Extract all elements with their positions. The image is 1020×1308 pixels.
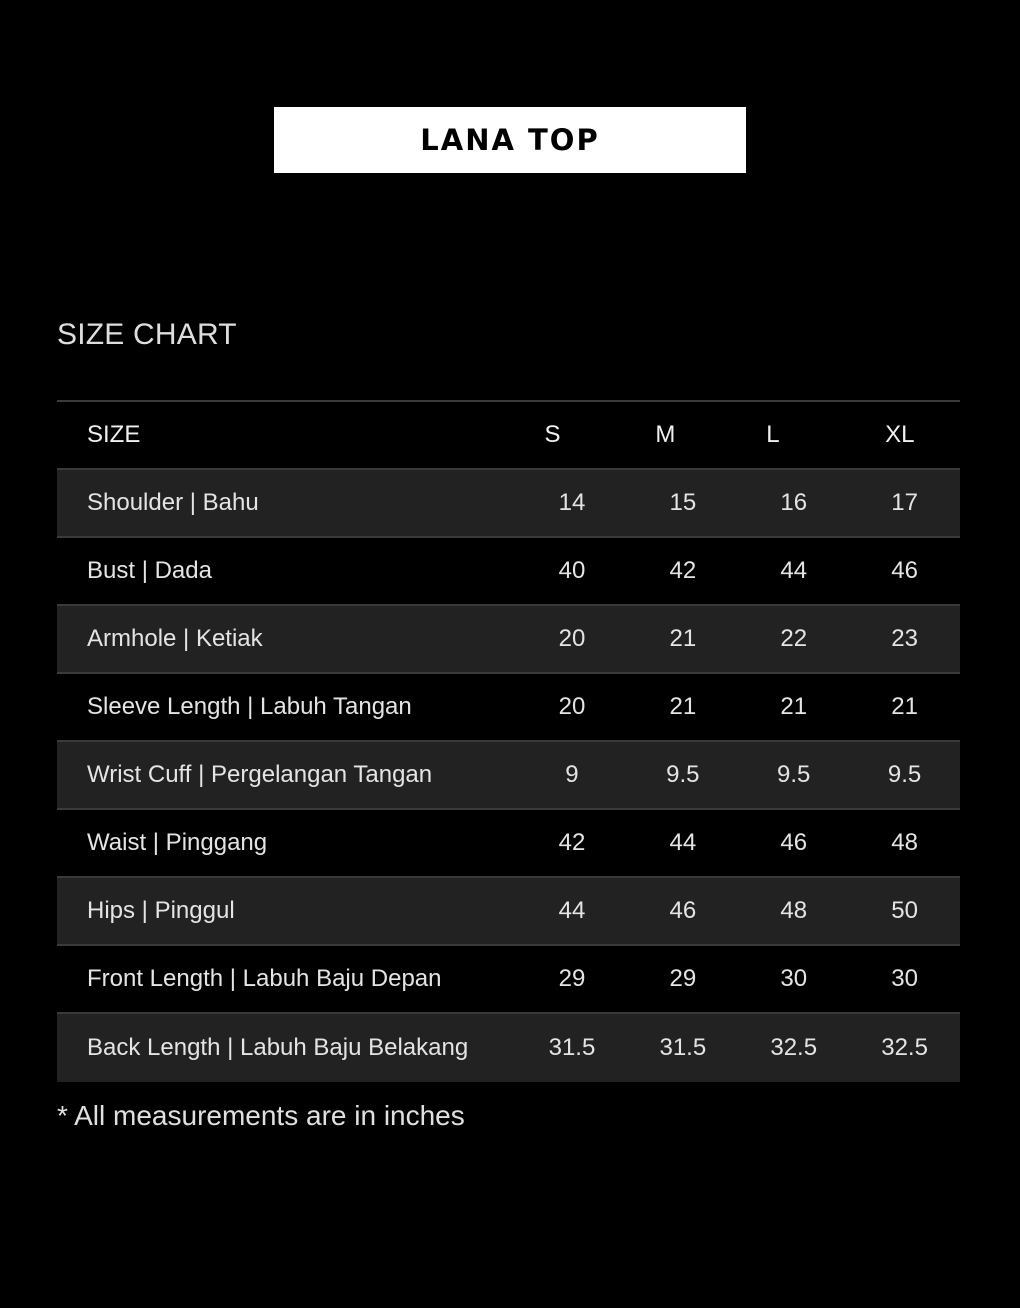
row-value: 48 xyxy=(891,829,918,856)
measurement-footnote: * All measurements are in inches xyxy=(57,1100,465,1131)
row-value: 44 xyxy=(558,897,586,924)
row-value: 21 xyxy=(669,625,697,652)
row-label: Back Length | Labuh Baju Belakang xyxy=(87,1034,469,1061)
header-size-s: S xyxy=(544,421,561,448)
row-label: Wrist Cuff | Pergelangan Tangan xyxy=(87,761,433,788)
table-row xyxy=(57,606,960,674)
row-label: Armhole | Ketiak xyxy=(87,625,263,652)
table-row xyxy=(57,1014,960,1082)
row-value: 9 xyxy=(565,761,579,788)
header-size-m: M xyxy=(655,421,676,448)
row-value: 29 xyxy=(669,965,697,992)
row-value: 9.5 xyxy=(666,761,700,788)
row-label: Front Length | Labuh Baju Depan xyxy=(87,965,442,992)
row-value: 9.5 xyxy=(887,761,922,788)
header-size-xl: XL xyxy=(885,421,915,448)
row-value: 30 xyxy=(891,965,918,992)
row-value: 20 xyxy=(558,625,586,652)
row-value: 22 xyxy=(780,625,808,652)
section-heading: SIZE CHART xyxy=(57,318,237,351)
row-value: 20 xyxy=(558,693,586,720)
table-row xyxy=(57,946,960,1014)
row-value: 9.5 xyxy=(777,761,811,788)
row-label: Sleeve Length | Labuh Tangan xyxy=(87,693,412,720)
title-banner xyxy=(274,107,746,173)
row-value: 29 xyxy=(558,965,586,992)
header-size-l: L xyxy=(766,421,780,448)
row-value: 23 xyxy=(891,625,918,652)
row-value: 32.5 xyxy=(881,1034,928,1061)
row-value: 21 xyxy=(891,693,918,720)
table-row xyxy=(57,878,960,946)
row-label: Waist | Pinggang xyxy=(87,829,268,856)
row-value: 30 xyxy=(780,965,808,992)
table-row xyxy=(57,470,960,538)
table-row xyxy=(57,810,960,878)
row-value: 17 xyxy=(891,489,918,516)
row-value: 32.5 xyxy=(770,1034,818,1061)
row-value: 21 xyxy=(669,693,697,720)
row-value: 44 xyxy=(669,829,697,856)
row-value: 50 xyxy=(891,897,918,924)
table-row xyxy=(57,674,960,742)
row-value: 46 xyxy=(780,829,808,856)
table-row xyxy=(57,742,960,810)
product-title: LANA TOP xyxy=(420,123,600,157)
row-value: 31.5 xyxy=(659,1034,707,1061)
row-value: 48 xyxy=(780,897,808,924)
row-label: Hips | Pinggul xyxy=(87,897,235,924)
row-value: 42 xyxy=(558,829,586,856)
row-value: 21 xyxy=(780,693,808,720)
row-value: 46 xyxy=(891,557,918,584)
row-value: 42 xyxy=(669,557,697,584)
row-label: Shoulder | Bahu xyxy=(87,489,259,516)
row-value: 31.5 xyxy=(548,1034,596,1061)
row-value: 44 xyxy=(780,557,808,584)
row-value: 14 xyxy=(558,489,586,516)
row-value: 46 xyxy=(669,897,697,924)
row-value: 16 xyxy=(780,489,808,516)
table-header-row xyxy=(57,402,960,470)
row-label: Bust | Dada xyxy=(87,557,212,584)
size-chart-table xyxy=(57,400,960,1082)
header-size-label: SIZE xyxy=(87,421,141,448)
row-value: 40 xyxy=(558,557,586,584)
row-value: 15 xyxy=(669,489,697,516)
table-row xyxy=(57,538,960,606)
